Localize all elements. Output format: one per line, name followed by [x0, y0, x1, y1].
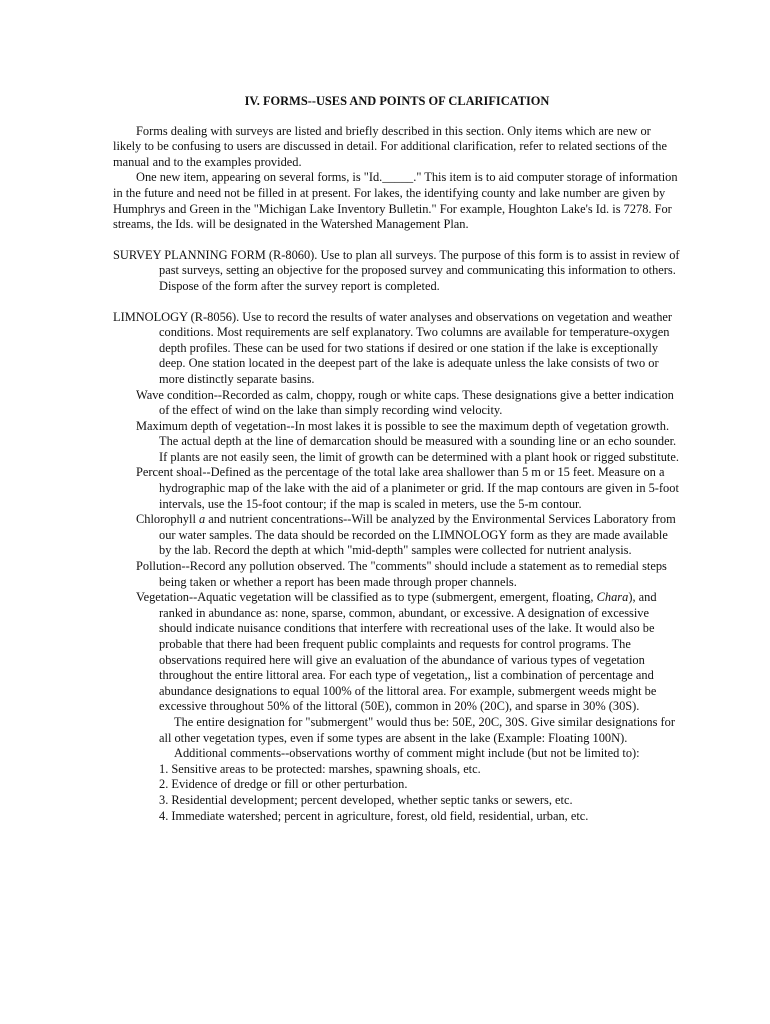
intro-paragraph-1: Forms dealing with surveys are listed and briefly described in this section. Only items which are new or likely to be confusing to users are discussed in detail. For additional clarification, refer to related sections of the manual and to the examples provided. [113, 123, 667, 169]
survey-planning-form-entry: SURVEY PLANNING FORM (R-8060). Use to plan all surveys. The purpose of this form is to assist in review of past surveys, setting an objective for the proposed survey and communicating this information to others. Dispose of the form after the survey report is completed. [113, 247, 680, 293]
vegetation-text-start: Vegetation--Aquatic vegetation will be classified as to type (submergent, emergent, floating, [136, 590, 597, 605]
document-page [113, 94, 681, 824]
wave-condition-item: Wave condition--Recorded as calm, choppy, rough or white caps. These designations give a better indication of the effect of wind on the lake than simply recording wind velocity. [136, 387, 674, 418]
vegetation-item [113, 590, 681, 715]
comment-list-item: 3. Residential development; percent developed, whether septic tanks or sewers, etc. [159, 792, 573, 807]
additional-comments-paragraph: Additional comments--observations worthy of comment might include (but not be limited to): [174, 746, 640, 761]
vegetation-italic-chara: Chara [596, 590, 629, 605]
chlorophyll-text-start: Chlorophyll [136, 512, 199, 527]
chlorophyll-text-end: and nutrient concentrations--Will be analyzed by the Environmental Services Laboratory from our water samples. The data should be recorded on the LIMNOLOGY form as they are made available by the lab. Record the depth at which "mid-depth" samples were collected for nutrient analysis. [159, 512, 676, 558]
limnology-form-entry: LIMNOLOGY (R-8056). Use to record the results of water analyses and observations on vegetation and weather conditions. Most requirements are self explanatory. Two columns are available for temperature-oxygen depth profiles. These can be used for two stations if desired or one station if the lake is exceptionally deep. One station located in the deepest part of the lake is adequate unless the lake consists of two or more distinctly separate basins. [113, 309, 673, 386]
comment-list-item: 1. Sensitive areas to be protected: marshes, spawning shoals, etc. [159, 761, 481, 776]
vegetation-text-end: ), and ranked in abundance as: none, sparse, common, abundant, or excessive. A designation of excessive should indicate nuisance conditions that interfere with recreational uses of the lake. It would also be probable that there had been frequent public complaints and requests for control programs. The observations required here will give an evaluation of the abundance of various types of vegetation throughout the entire littoral area. For each type of vegetation,, list a combination of percentage and abundance designations to equal 100% of the littoral area. For example, submergent weeds might be excessive throughout 50% of the littoral (50E), common in 20% (20C), and sparse in 30% (30S). [159, 590, 657, 714]
comment-list-item: 4. Immediate watershed; percent in agriculture, forest, old field, residential, urban, etc. [159, 808, 589, 823]
pollution-item: Pollution--Record any pollution observed. The "comments" should include a statement as to remedial steps being taken or whether a report has been made through proper channels. [136, 559, 667, 589]
comment-list-item: 2. Evidence of dredge or fill or other perturbation. [159, 777, 408, 792]
intro-paragraph-2: One new item, appearing on several forms, is "Id._____." This item is to aid computer storage of information in the future and need not be filled in at present. For lakes, the identifying county and lake number are given by Humphrys and Green in the "Michigan Lake Inventory Bulletin." For example, Houghton Lake's Id. is 7278. For streams, the Ids. will be designated in the Watershed Management Plan. [113, 170, 678, 232]
max-depth-vegetation-item: Maximum depth of vegetation--In most lakes it is possible to see the maximum depth of vegetation growth. The actual depth at the line of demarcation should be measured with a sounding line or an echo sounder. If plants are not easily seen, the limit of growth can be determined with a plant hook or rigged substitute. [136, 418, 679, 464]
section-heading: IV. FORMS--USES AND POINTS OF CLARIFICATION [244, 94, 550, 108]
chlorophyll-item [113, 512, 681, 559]
vegetation-designation-paragraph: The entire designation for "submergent" would thus be: 50E, 20C, 30S. Give similar designations for all other vegetation types, even if some types are absent in the lake (Example: Floating 100N). [159, 714, 675, 745]
chlorophyll-italic-a: a [199, 512, 206, 527]
percent-shoal-item: Percent shoal--Defined as the percentage of the total lake area shallower than 5 m or 15 feet. Measure on a hydrographic map of the lake with the aid of a planimeter or grid. If the map contours are given in 5-foot intervals, use the 15-foot contour; if the map is scaled in meters, use the 5-m contour. [136, 465, 679, 511]
